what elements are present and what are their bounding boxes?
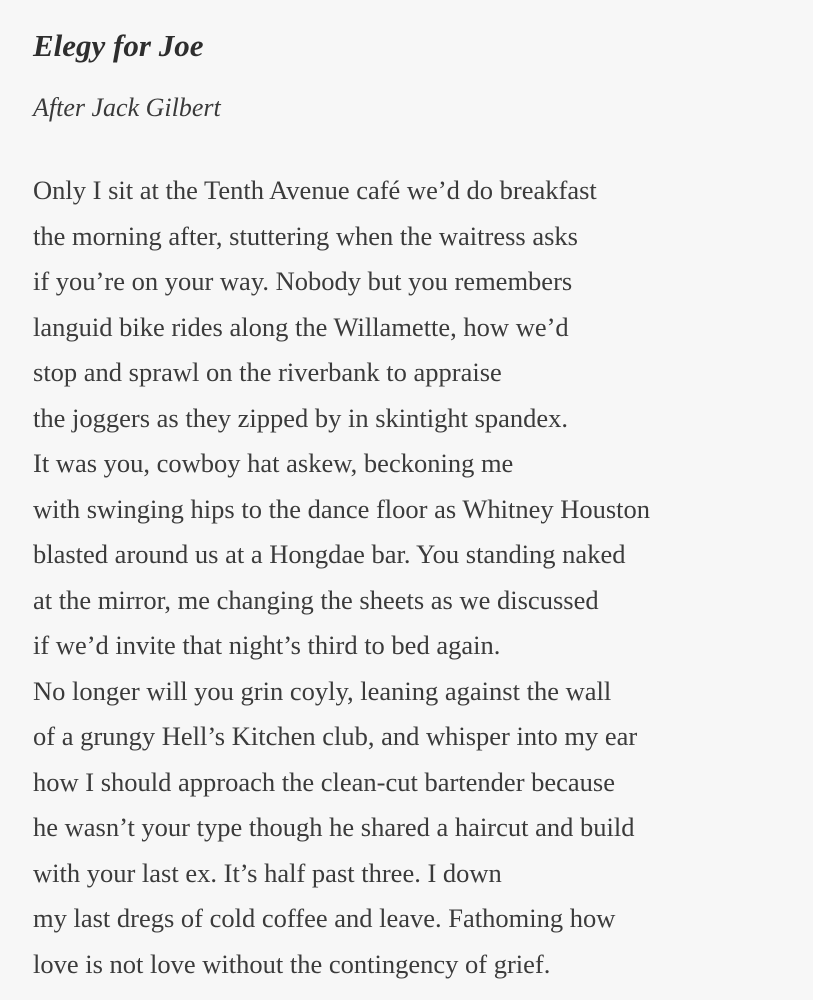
poem-line: if we’d invite that night’s third to bed again. <box>33 630 501 660</box>
poem-line: No longer will you grin coyly, leaning against the wall <box>33 675 612 706</box>
poem-line: the morning after, stuttering when the waitress asks <box>33 220 578 251</box>
poem-line: he wasn’t your type though he shared a haircut and build <box>33 812 635 842</box>
poem-line: how I should approach the clean-cut bartender because <box>33 766 616 797</box>
poem-line: at the mirror, me changing the sheets as we discussed <box>33 584 599 615</box>
poem-line: my last dregs of cold coffee and leave. Fathoming how <box>33 903 616 933</box>
poem-line: blasted around us at a Hongdae bar. You standing naked <box>33 539 626 569</box>
poem-body <box>33 168 808 987</box>
poem-line: of a grungy Hell’s Kitchen club, and whisper into my ear <box>33 721 638 751</box>
poem-line: languid bike rides along the Willamette, how we’d <box>33 311 569 342</box>
poem-line: if you’re on your way. Nobody but you remembers <box>33 266 573 296</box>
poem-line: with your last ex. It’s half past three. I down <box>33 857 502 888</box>
poem-line: with swinging hips to the dance floor as Whitney Houston <box>33 493 651 524</box>
poem-line: Only I sit at the Tenth Avenue café we’d do breakfast <box>33 175 597 205</box>
poem-title: Elegy for Joe <box>33 28 204 63</box>
poem-line: love is not love without the contingency of grief. <box>33 948 551 979</box>
poem-line: the joggers as they zipped by in skintight spandex. <box>33 402 569 433</box>
poem-line: It was you, cowboy hat askew, beckoning me <box>33 448 514 478</box>
poem-dedication: After Jack Gilbert <box>33 93 221 122</box>
poem-line: stop and sprawl on the riverbank to appraise <box>33 357 502 387</box>
